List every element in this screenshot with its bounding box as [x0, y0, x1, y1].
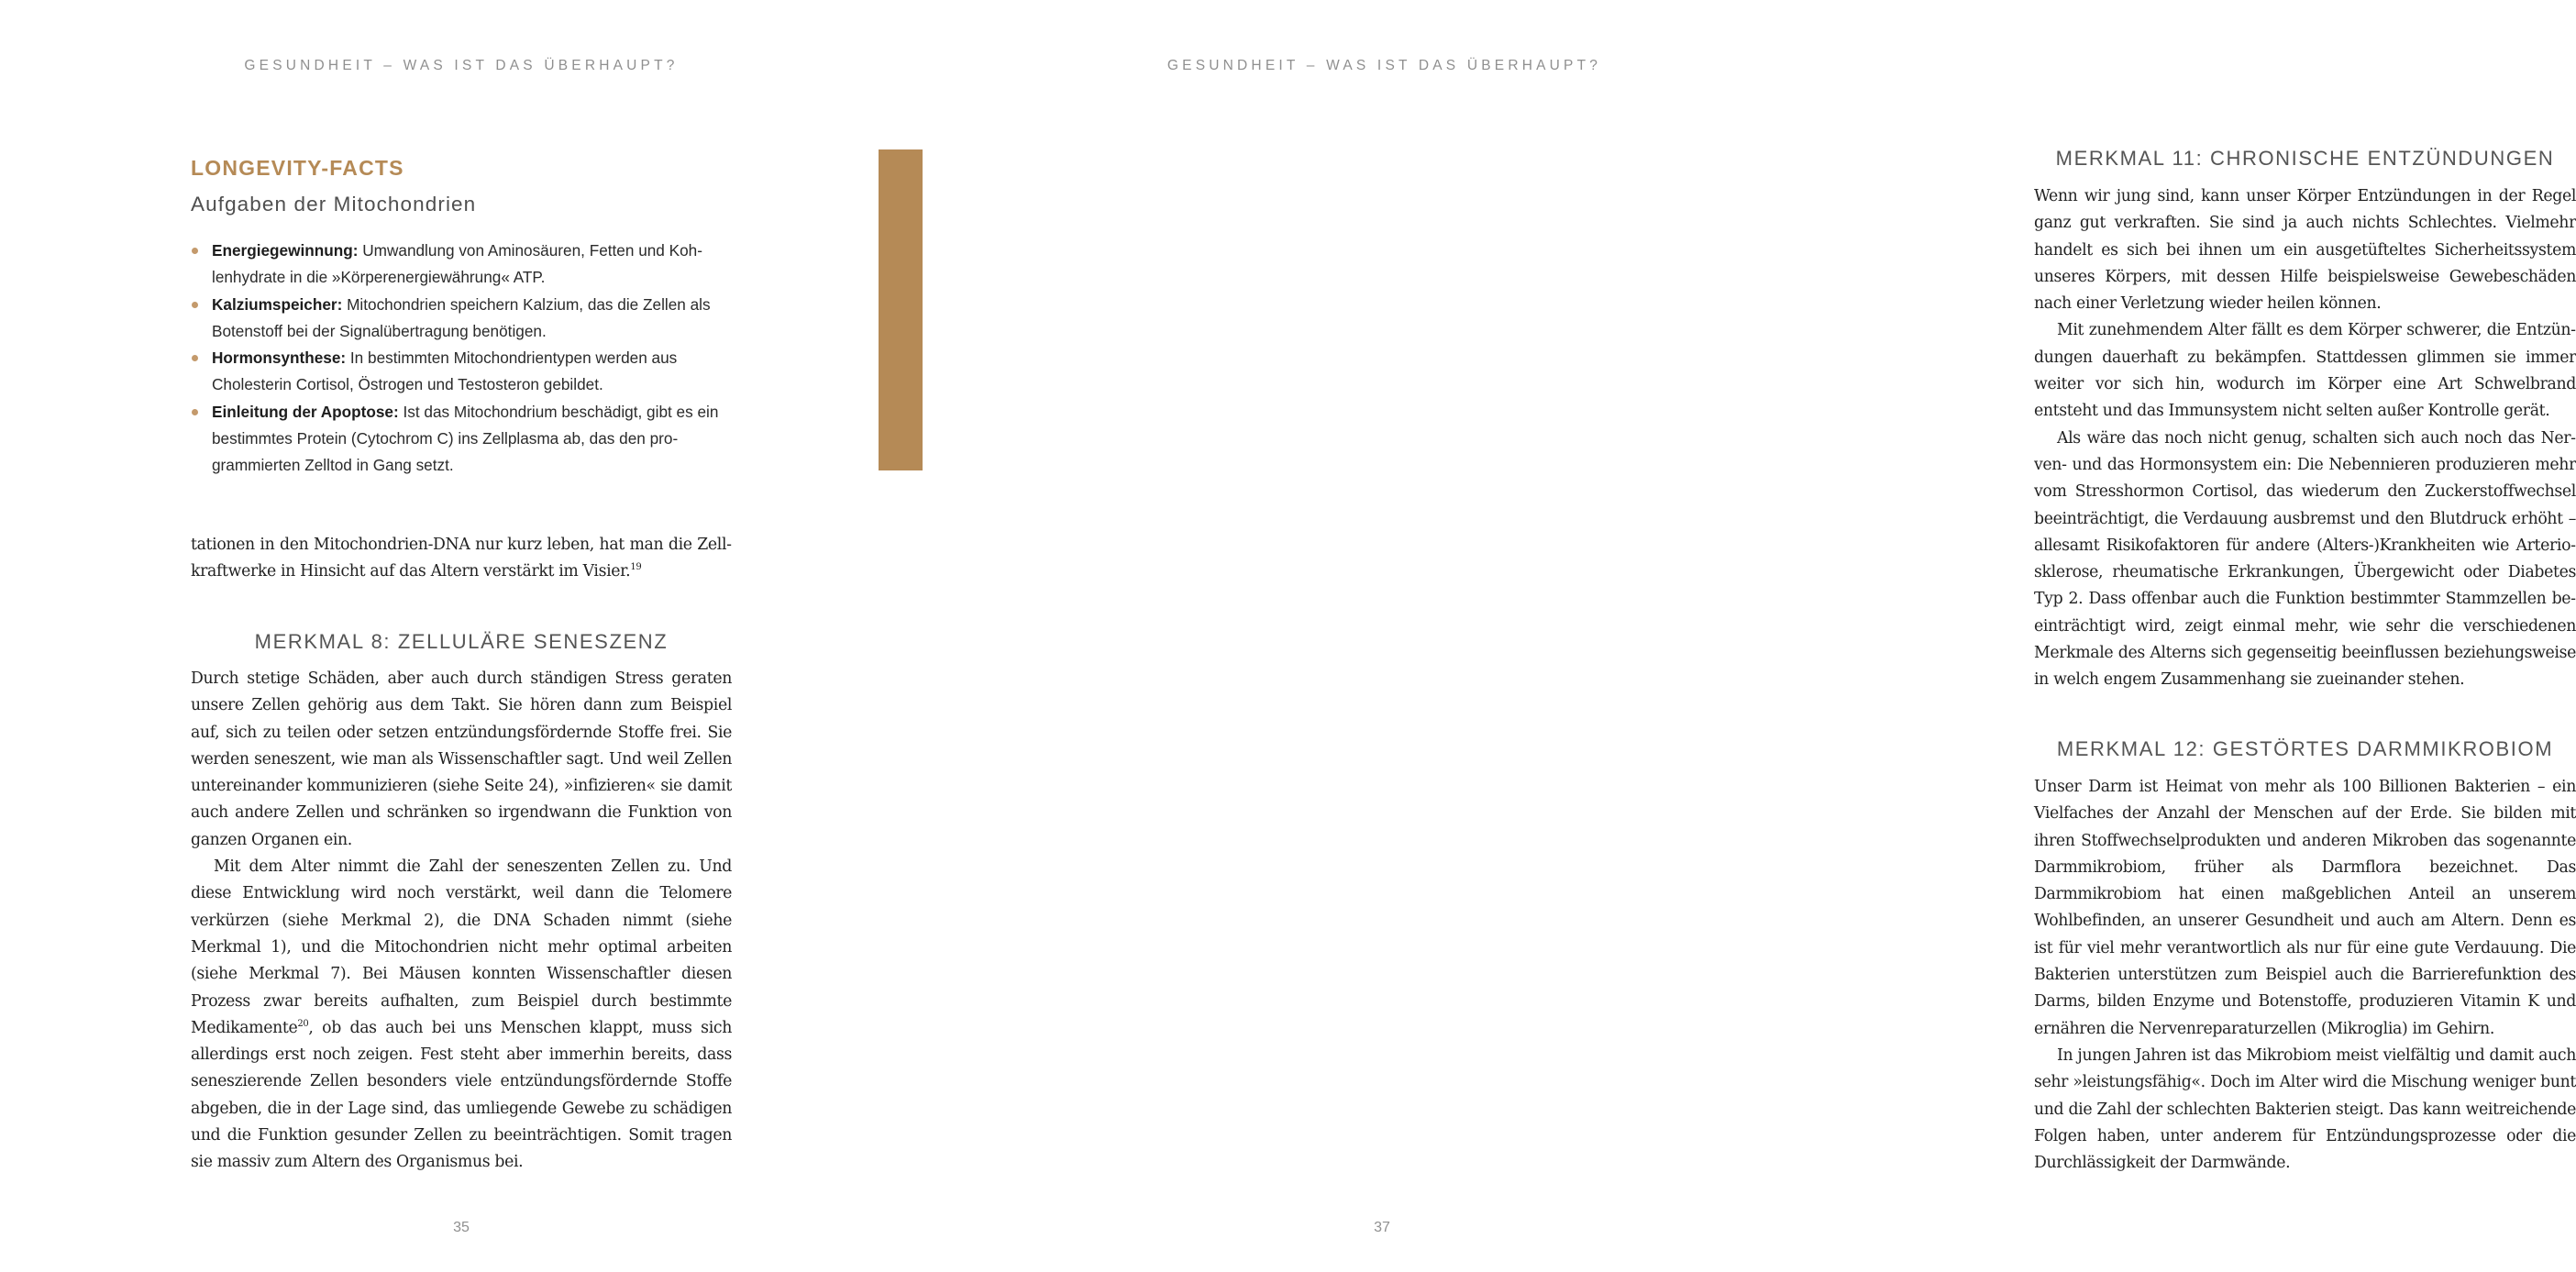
paragraph-text: Mit dem Alter nimmt die Zahl der seneszenten Zellen zu. Und diese Entwicklung wird noch verstärkt, weil dann die Telomere verkürzen (siehe Merkmal 2), die DNA Schaden nimmt (siehe Merkmal 1), und die Mitochondrien nicht mehr optimal arbeiten (siehe Merkmal 7). Bei Mäusen konnten Wissenschaftler diesen Prozess zwar bereits aufhalten, zum Beispiel durch bestimmte Medikamente [191, 857, 732, 1037]
bullet-icon [192, 302, 198, 308]
box-title: Aufgaben der Mitochondrien [191, 193, 477, 216]
continuation-paragraph [191, 532, 732, 586]
page-number: 35 [453, 1220, 470, 1235]
paragraph [191, 854, 732, 1177]
section-heading: MERKMAL 12: GESTÖRTES DARMMIKROBIOM [2056, 737, 2554, 760]
paragraph-text: tationen in den Mitochondrien-DNA nur kurz leben, hat man die Zellkraftwerke in Hinsicht auf das Altern verstärkt im Visier. [191, 536, 732, 581]
fact-text: Ist das Mitochondrium beschädigt, gibt es ein bestimmtes Protein (Cytochrom C) ins Zellplasma ab, das den programmierten Zelltod in Gang setzt. [212, 402, 719, 475]
paragraph: In jungen Jahren ist das Mikrobiom meist vielfältig und damit auch sehr »leistungsfähig«. Doch im Alter wird die Mischung weniger bunt und die Zahl der schlechten Bakterien steigt. Das kann weitreichende Folgen haben, unter anderem für Entzündungsprozesse oder die Durchlässigkeit der Darmwände. [2034, 1045, 2576, 1173]
footnote-ref: 20 [297, 1018, 309, 1029]
list-item [191, 345, 723, 399]
section-heading: MERKMAL 11: CHRONISCHE ENTZÜNDUNGEN [2055, 147, 2555, 170]
decorative-gold-bar [879, 149, 923, 470]
bullet-icon [192, 248, 198, 254]
running-head: GESUNDHEIT – WAS IST DAS ÜBERHAUPT? [244, 58, 679, 73]
paragraph: Durch stetige Schäden, aber auch durch ständigen Stress geraten unsere Zellen gehörig aus dem Takt. Sie hören dann zum Beispiel auf, sich zu teilen oder setzen entzündungsfördernde Stoffe frei. Sie werden seneszent, wie man als Wissenschaftler sagt. Und weil Zellen untereinander kommunizieren (siehe Seite 24), »infizieren« sie damit auch andere Zellen und schränken so irgendwann die Funktion von ganzen Organen ein. [191, 669, 732, 849]
fact-term: Kalziumspeicher: [212, 294, 343, 314]
left-page [0, 0, 920, 1272]
section-body [191, 666, 732, 1177]
list-item [191, 238, 723, 292]
list-item [191, 399, 723, 480]
section-heading: MERKMAL 8: ZELLULÄRE SENESZENZ [254, 630, 669, 653]
list-item [191, 292, 723, 346]
bullet-icon [192, 409, 198, 415]
paragraph: Mit zunehmendem Alter fällt es dem Körper schwerer, die Entzündungen dauerhaft zu bekämpfen. Stattdessen glimmen sie immer weiter vor sich hin, wodurch im Körper eine Art Schwelbrand entsteht und das Immunsystem nicht selten außer Kontrolle gerät. [2034, 321, 2576, 421]
fact-text: In bestimmten Mitochondrientypen werden aus Cholesterin Cortisol, Östrogen und Testosteron gebildet. [212, 348, 678, 394]
running-head: GESUNDHEIT – WAS IST DAS ÜBERHAUPT? [1166, 58, 1602, 73]
fact-term: Hormonsynthese: [212, 348, 347, 368]
section-body [2034, 183, 2576, 694]
bullet-icon [192, 355, 198, 361]
fact-term: Energiegewinnung: [212, 241, 359, 260]
paragraph: Als wäre das noch nicht genug, schalten sich auch noch das Nerven- und das Hormonsystem ein: Die Nebennieren produzieren mehr vom Stresshormon Cortisol, das wiederum den Zuckerstoffwechsel beeinträchtigt, die Verdauung ausbremst und den Blutdruck erhöht – allesamt Risikofaktoren für andere (Alters-)Krankheiten wie Arteriosklerose, rheumatische Erkrankungen, Übergewicht oder Diabetes Typ 2. Dass offenbar auch die Funktion bestimmter Stammzellen beeinträchtigt wird, zeigt einmal mehr, wie sehr die verschiedenen Merkmale des Alterns sich gegenseitig beeinflussen beziehungsweise in welch engem Zusammenhang sie zueinander stehen. [2034, 428, 2576, 690]
fact-term: Einleitung der Apoptose: [212, 402, 399, 421]
page-number: 37 [1374, 1220, 1390, 1235]
section-body [2034, 774, 2576, 1177]
paragraph: Wenn wir jung sind, kann unser Körper Entzündungen in der Regel ganz gut verkraften. Sie sind ja auch nichts Schlechtes. Vielmehr handelt es sich bei ihnen um ein ausgetüfteltes Sicherheitssystem unseres Körpers, mit dessen Hilfe beispielsweise Gewebeschäden nach einer Verletzung wieder heilen können. [2034, 187, 2576, 314]
paragraph: Unser Darm ist Heimat von mehr als 100 Billionen Bakterien – ein Vielfaches der Anzahl der Menschen auf der Erde. Sie bilden mit ihren Stoffwechselprodukten und anderen Mikroben das sogenannte Darmmikrobiom, früher als Darmflora bezeichnet. Das Darmmikrobiom hat einen maßgeblichen Anteil an unserem Wohlbefinden, an unserer Gesundheit und auch am Altern. Denn es ist für viel mehr verantwortlich als nur für eine gute Verdauung. Die Bakterien unterstützen zum Beispiel auch die Barrierefunktion des Darms, bilden Enzyme und Botenstoffe, produzieren Vitamin K und ernähren die Nervenreparaturzellen (Mikroglia) im Gehirn. [2034, 778, 2576, 1038]
facts-list [191, 238, 723, 480]
fact-text: Umwandlung von Aminosäuren, Fetten und Kohlenhydrate in die »Körperenergiewährung« ATP. [212, 241, 702, 287]
fact-text: Mitochondrien speichern Kalzium, das die Zellen als Botenstoff bei der Signalübertragung benötigen. [212, 294, 711, 340]
right-page [921, 0, 2576, 1272]
box-kicker: LONGEVITY-FACTS [191, 156, 404, 180]
footnote-ref: 19 [630, 562, 642, 573]
paragraph-text: , ob das auch bei uns Menschen klappt, muss sich allerdings erst noch zeigen. Fest steht aber immerhin bereits, dass seneszierende Zellen besonders viele entzündungsfördernde Stoffe abgeben, die in der Lage sind, das umliegende Gewebe zu schädigen und die Funktion gesunder Zellen zu beeinträchtigen. Somit tragen sie massiv zum Altern des Organismus bei. [191, 1018, 732, 1172]
